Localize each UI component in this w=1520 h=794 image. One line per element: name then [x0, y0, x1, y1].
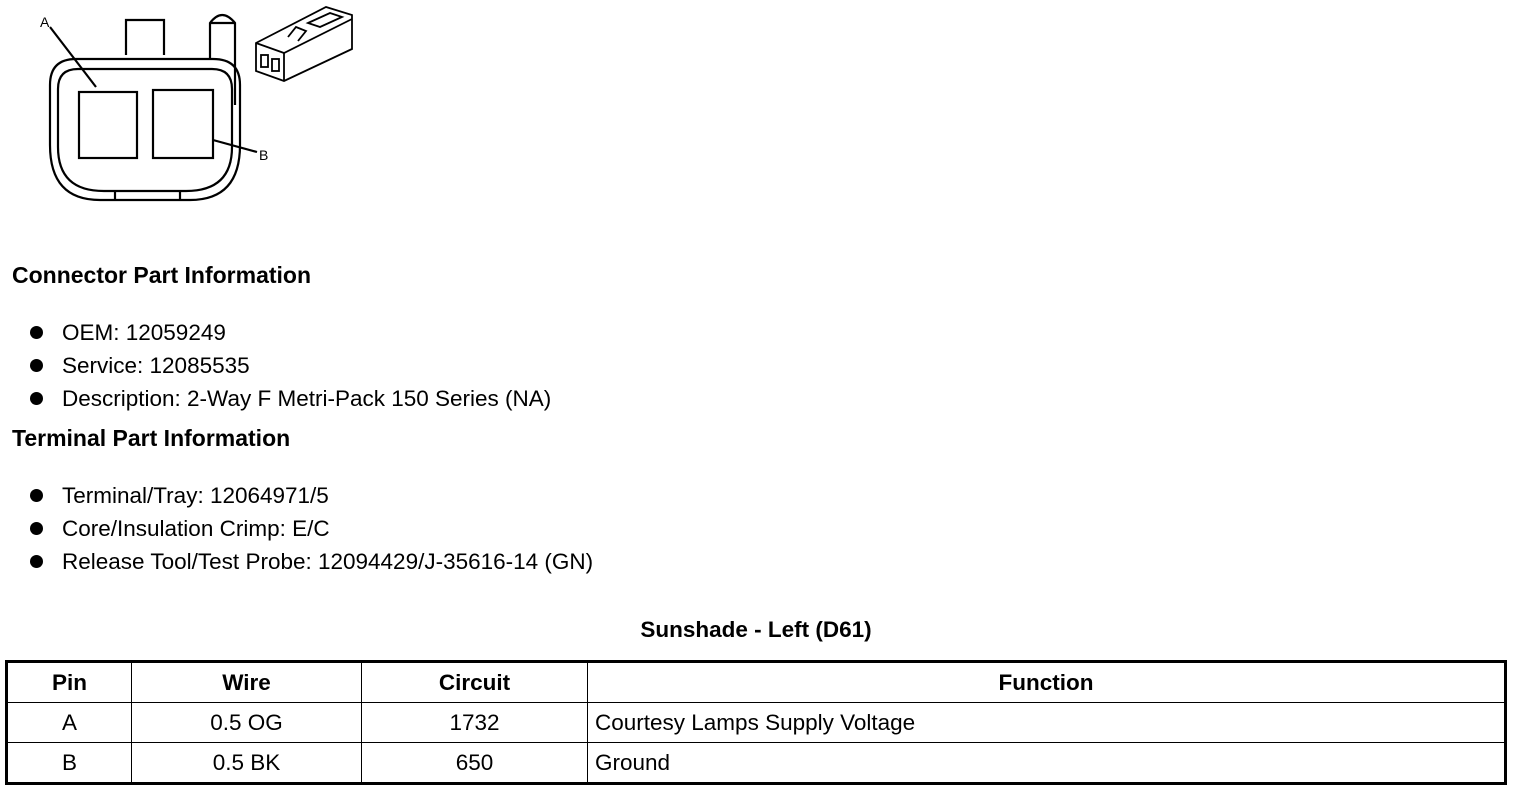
pin-table [5, 660, 1507, 785]
column-header-pin: Pin [7, 662, 132, 703]
connector-info-heading: Connector Part Information [12, 262, 312, 288]
list-item: Core/Insulation Crimp: E/C [28, 512, 593, 545]
pin-table-title: Sunshade - Left (D61) [640, 617, 872, 642]
column-header-circuit: Circuit [362, 662, 588, 703]
pin-cell: A [7, 703, 132, 743]
circuit-cell: 650 [362, 743, 588, 784]
cavity-a-label: A [40, 14, 50, 30]
connector-diagram [30, 5, 370, 215]
pin-cell: B [7, 743, 132, 784]
list-item: Release Tool/Test Probe: 12094429/J-35616-14 (GN) [28, 545, 593, 578]
terminal-info-heading: Terminal Part Information [12, 425, 291, 451]
function-cell: Courtesy Lamps Supply Voltage [588, 703, 1506, 743]
table-row [7, 703, 1506, 743]
wire-cell: 0.5 OG [132, 703, 362, 743]
table-header-row [7, 662, 1506, 703]
connector-iso-icon [256, 7, 352, 81]
wire-cell: 0.5 BK [132, 743, 362, 784]
list-item: OEM: 12059249 [28, 316, 551, 349]
column-header-wire: Wire [132, 662, 362, 703]
function-cell: Ground [588, 743, 1506, 784]
cavity-b-label: B [259, 147, 269, 163]
terminal-info-list [28, 479, 593, 578]
cavity-b [153, 90, 213, 158]
list-item: Terminal/Tray: 12064971/5 [28, 479, 593, 512]
table-row [7, 743, 1506, 784]
circuit-cell: 1732 [362, 703, 588, 743]
cavity-a [79, 92, 137, 158]
list-item: Service: 12085535 [28, 349, 551, 382]
column-header-function: Function [588, 662, 1506, 703]
connector-info-list [28, 316, 551, 415]
list-item: Description: 2-Way F Metri-Pack 150 Series (NA) [28, 382, 551, 415]
